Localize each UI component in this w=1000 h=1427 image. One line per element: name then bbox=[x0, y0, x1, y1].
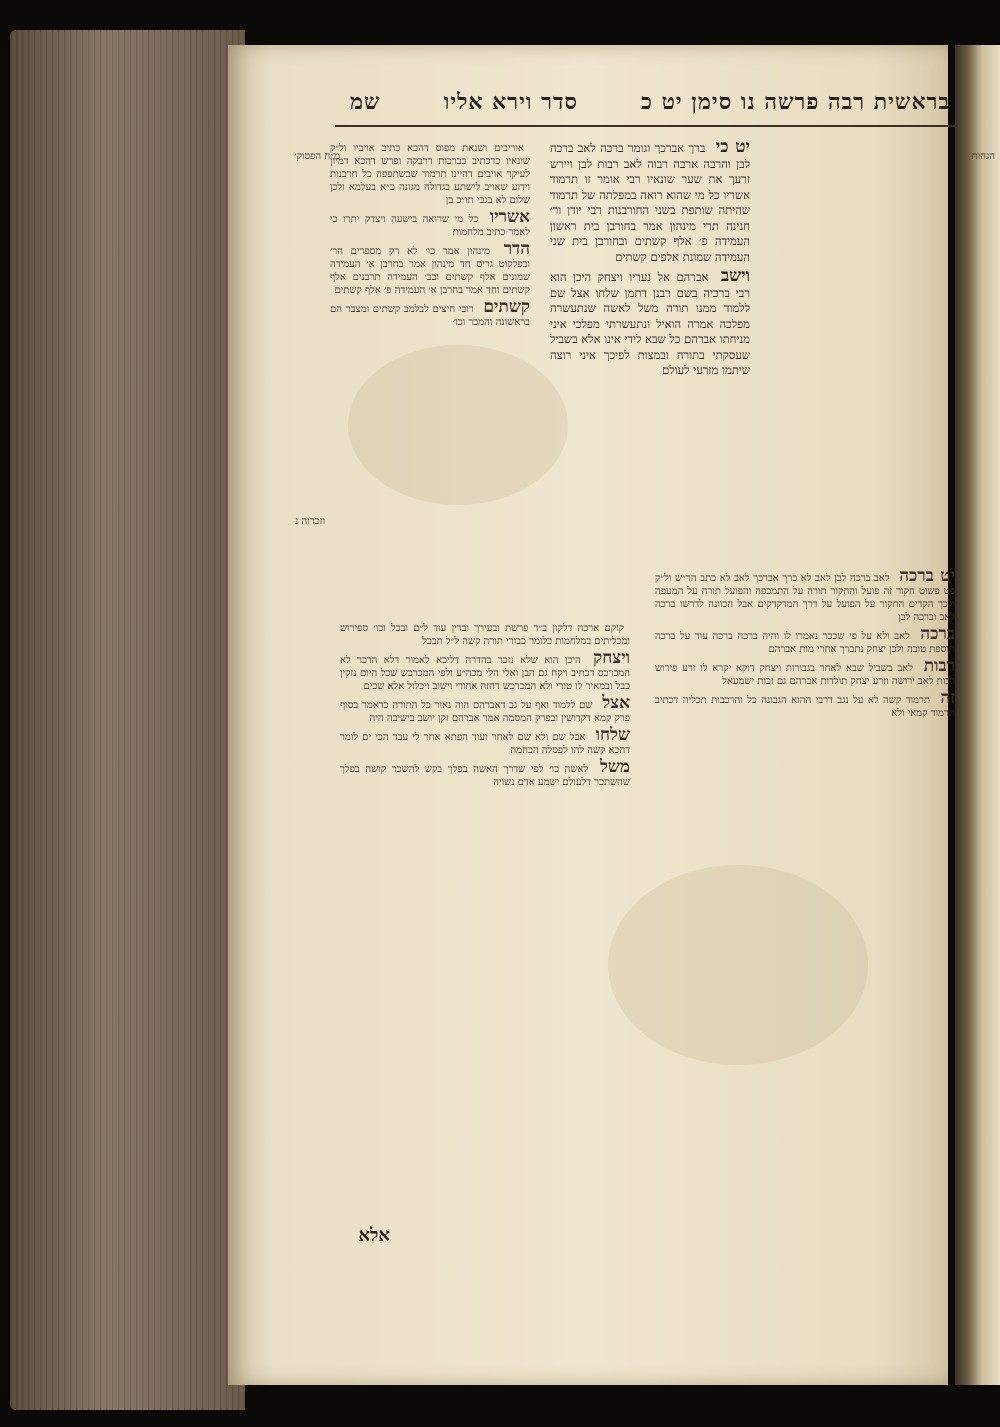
facing-page-edge bbox=[955, 45, 1000, 1385]
paragraph-text: רובי חיצים לבלמב קשתים ומצבר הם בראשונה והמכר וכו׳ bbox=[330, 304, 530, 328]
commentary-left-column bbox=[340, 620, 630, 1240]
margin-note: מ״ח הפסוק׳ bbox=[294, 151, 340, 162]
commentary-paragraph bbox=[655, 624, 955, 656]
lemma: ויצחק bbox=[593, 648, 630, 668]
gloss-paragraph bbox=[330, 140, 530, 207]
running-head bbox=[350, 82, 950, 122]
lemma: משל bbox=[599, 757, 630, 777]
lemma: שלחו bbox=[595, 725, 630, 745]
paragraph-text: לאב ברכה לבן לאב לא כרך אברכך לאב לא כתב הר״ש ול״ק פט פשוט חקור זה פועל והחקור תורה על התמכפה והפועל תורה על המעפה ולכך הקדים החקור על הפועל על דרך המדקדקים אבל הכוונה לדרשו ברכה לאב וברכה לבן bbox=[655, 573, 955, 623]
commentary-paragraph bbox=[655, 570, 955, 624]
main-paragraph bbox=[550, 266, 750, 379]
lemma: וישב bbox=[720, 266, 750, 286]
paragraph-text: אוריבים ושנאת מפוס דהכא כתיב אויביו ול״ק שונאיו כדכתיב בברכות דרבקה ופרש דהכא דמיון לעיקר אויבים דהיינו תרמוד שבשתפפה כל חרבנות וידוע שאויב לישתע בגדולה מגונה כ״א בעלמא ולכן שלום לא בגבי תו״כ בן bbox=[330, 143, 530, 206]
lemma: אשריו bbox=[489, 207, 530, 227]
lemma: הדר bbox=[503, 239, 530, 259]
catchword: אלא bbox=[358, 1225, 390, 1246]
running-head-title: בראשית רבה פרשה נו סימן יט כ bbox=[641, 89, 950, 115]
commentary-paragraph bbox=[340, 620, 630, 648]
paragraph-text: תרמוד קשה לא על נגב דרבי ההוא הגבונה כל והרכבות תכליה דכתיב תרמוד קמאי ולא bbox=[655, 695, 955, 719]
paragraph-text: אבל שם ולא שם לאחר ועוד הפתא אחר לי עבד הכי ים לומר דהכא קשה להו לפסלה הכחמה bbox=[340, 732, 630, 756]
lemma: ברכה bbox=[920, 624, 955, 644]
paragraph-text: אברהם אל נעריו ויצחק היכן הוא רבי ברכיה בשם רבנן דתמן שלחו אצל שם ללמוד ממנו תורה משל לאשה שנתעשרה מפלכה אמרה הואיל ונתעשרתי מפלכי איני מניחתו אברהם כל שבא לידי אינו אלא בשביל שעסקתי בתורה ובמצות לפיכך איני רוצה שיתמו מזרעי לעולם bbox=[550, 270, 750, 377]
lemma: יט כי bbox=[715, 140, 750, 157]
lemma: יט ברכה bbox=[899, 570, 955, 586]
commentary-paragraph bbox=[340, 693, 630, 725]
main-text-right-column bbox=[550, 140, 750, 570]
commentary-paragraph bbox=[655, 688, 955, 720]
header-rule bbox=[335, 125, 955, 127]
commentary-paragraph bbox=[340, 648, 630, 693]
paragraph-text: לאשה כו׳ לפי שדרך האשה בפלך בקש להשכר קושה בפלך שהשתכר דלעולם ישמע אדם נשויה bbox=[340, 764, 630, 788]
gloss-left-column bbox=[330, 140, 530, 620]
paragraph-text: היכן הוא שלא נזכר בהדרה דליכא לאמור דלא הדכר לא המכרכס דכתיב ויקח גם הבן ואלי הלי מכה״ע ולפי המכרכש שכל היום נזקין כבל ובמאיר לו טורי ולא המכרכש דהזה אחורי וישוב ויכלול אלא שכים bbox=[340, 655, 630, 692]
paragraph-text: כל מי שרואה בישעה ויצדק יתרו כי לאמר כתיב מלחמות bbox=[330, 214, 530, 238]
running-head-word: שמ bbox=[350, 89, 381, 115]
lemma: קשתים bbox=[483, 297, 530, 317]
paragraph-text: ברך אברכך וגומר ברכה לאב ברכה לבן והרבה ארבה רבוה לאב רבות לבן ויירש זרעך את שער שונאיו רבי אומר זו תרמוד אשריו כל מי שהוא רואה במפלתה של תרמוד שהיתה שותפת בשני החורבנות רבי יודן ור׳ חנינה תרי מינהון אמר בחורבן בית ראשון העמידה פ׳ אלף קשתים ובחורבן בית שני העמידה שמונת אלפים קשתים bbox=[550, 141, 750, 264]
gloss-paragraph bbox=[330, 297, 530, 329]
paragraph-text: שם ללמוד ואף על גב דאברהם הוה נאור כל התורה כדאמר בסוף פרק קמא דקדושין ובפרק המסמה אמר אברהם זקן יושב בישיבה היה bbox=[340, 700, 630, 724]
commentary-right-column bbox=[655, 570, 955, 1350]
commentary-paragraph bbox=[340, 757, 630, 789]
paragraph-text: מינהון אמר כו׳ לא רק מספרים הר׳ ובפלקוט גריס חד מינהון אמר בחרבן א׳ העמידה שמונים אלף קשתים ובב׳ העמידה תרבנים אלף קשתים וחד אמר בחרבן א׳ העמידה פ׳ אלף קשתים bbox=[330, 246, 530, 296]
paragraph-text: לאב בשביל שבא לאחר בגבורות ויצחק דוקא יקרא לו זרע פירוש רבות לאב ירושה וזרע יצחק תולדות אברהם גם זכות ישמעאל bbox=[655, 663, 955, 687]
lemma: רבות bbox=[923, 656, 955, 676]
margin-note: וזכרוה נ bbox=[295, 516, 325, 527]
commentary-paragraph bbox=[655, 656, 955, 688]
lemma: אצל bbox=[602, 693, 630, 713]
gloss-paragraph bbox=[330, 207, 530, 239]
gloss-paragraph bbox=[330, 239, 530, 297]
book-fore-edge bbox=[10, 30, 245, 1410]
paragraph-text: קוקם ארכה דלקון ב״ד פרשת ובעירך ובדין עוד ל״ם ובכל וכו׳ ספירוש ומכליתים במלחמות כלומר כבורי תורה קשה ל״ל תבכל bbox=[340, 623, 630, 647]
running-head-seder: סדר וירא אליו bbox=[443, 89, 579, 115]
lemma: זה bbox=[940, 688, 955, 708]
main-paragraph bbox=[550, 140, 750, 265]
paragraph-text: לאב ולא על פי שככר נאמרו לו והיה ברכה ברכה עוד על ברכה תוספת טובה ולכן יצחק נתברך אחרי מות אברהם bbox=[655, 631, 955, 655]
margin-note: הגהות bbox=[971, 151, 995, 162]
commentary-paragraph bbox=[340, 725, 630, 757]
